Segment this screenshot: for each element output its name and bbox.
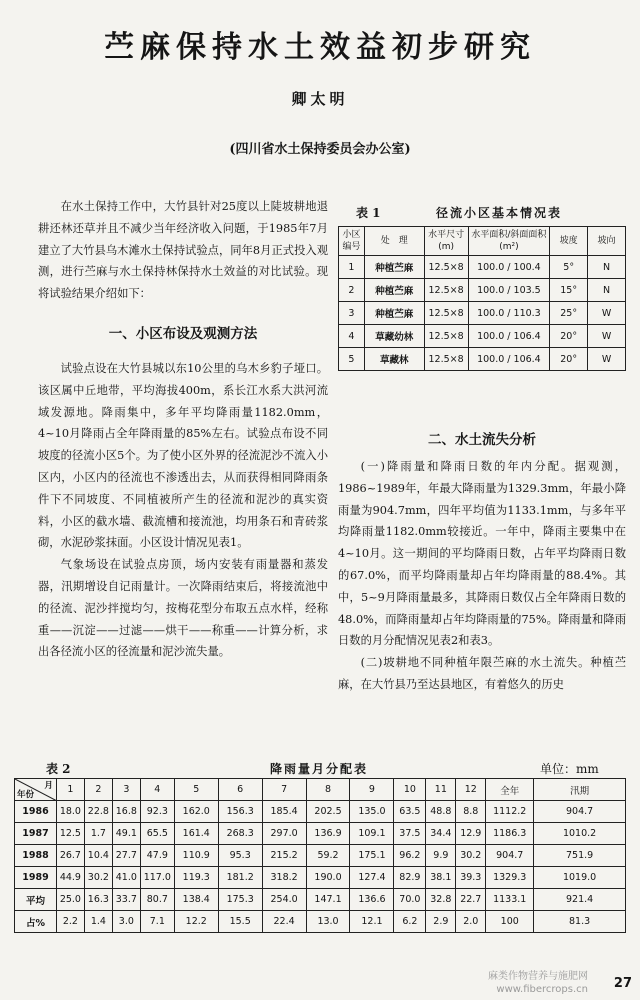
table1-row <box>339 256 626 279</box>
table2-cell: 190.0 <box>306 867 350 889</box>
section1-paragraph-1: 试验点设在大竹县城以东10公里的乌木乡豹子垭口。该区属中丘地带，平均海拔400m，系长江水系大洪河流域发源地。降雨集中，多年平均降雨量1182.0mm，4~10月降雨占全年降雨量的85%左右。试验点布设不同坡度的径流小区5个。为了使小区外界的径流泥沙不流入小区内，小区内的径流也不渗透出去，从而获得相同降雨条件下不同坡度、不同植被所产生的径流和泥沙的真实资料，小区的截水墙、截流槽和接流池，均用条石和青砖浆砌，水泥砂浆抹面。小区设计情况见表1。 <box>38 362 328 550</box>
table2-header-cell: 5 <box>174 779 218 801</box>
table2-cell: 30.2 <box>456 845 486 867</box>
table1-cell: N <box>588 256 626 279</box>
table1-cell: 12.5×8 <box>424 256 468 279</box>
table2-row <box>15 867 626 889</box>
table2-cell: 181.2 <box>218 867 262 889</box>
table2-cell: 268.3 <box>218 823 262 845</box>
table1-cell: 100.0 / 103.5 <box>468 279 550 302</box>
section2-paragraph-2: (二)坡耕地不同种植年限苎麻的水土流失。种植苎麻，在大竹县乃至达县地区，有着悠久的历史 <box>338 656 626 691</box>
table2-unit: 单位：mm <box>540 762 599 776</box>
table2-cell: 49.1 <box>112 823 140 845</box>
table1-cell: 3 <box>339 302 365 325</box>
table2-cell: 117.0 <box>140 867 174 889</box>
table2-cell: 15.5 <box>218 911 262 933</box>
table2-cell: 10.4 <box>84 845 112 867</box>
table1-cell: 100.0 / 100.4 <box>468 256 550 279</box>
table2-cell: 12.9 <box>456 823 486 845</box>
table1-cell: 20° <box>550 325 588 348</box>
section2-heading: 二、水土流失分析 <box>428 432 536 448</box>
table2-cell: 平均 <box>15 889 57 911</box>
table2-cell: 136.9 <box>306 823 350 845</box>
table2-header-cell: 8 <box>306 779 350 801</box>
table1-title: 径流小区基本情况表 <box>436 206 563 220</box>
table2-monthly-rainfall <box>14 778 626 933</box>
table2-cell: 32.8 <box>426 889 456 911</box>
table2-cell: 63.5 <box>394 801 426 823</box>
table2-cell: 109.1 <box>350 823 394 845</box>
table2-cell: 161.4 <box>174 823 218 845</box>
table1-cell: 草藏林 <box>364 348 424 371</box>
table1-header-cell: 处 理 <box>364 227 424 256</box>
table2-cell: 96.2 <box>394 845 426 867</box>
table1-cell: 12.5×8 <box>424 302 468 325</box>
table2-cell: 27.7 <box>112 845 140 867</box>
table2-header-cell: 1 <box>56 779 84 801</box>
table1-cell: 100.0 / 106.4 <box>468 325 550 348</box>
table1-cell: W <box>588 348 626 371</box>
table2-row <box>15 889 626 911</box>
table1-header-row <box>339 227 626 256</box>
author-affiliation: (四川省水土保持委员会办公室) <box>229 142 411 157</box>
table2-cell: 1329.3 <box>486 867 534 889</box>
table2-cell: 41.0 <box>112 867 140 889</box>
table2-cell: 3.0 <box>112 911 140 933</box>
table2-cell: 254.0 <box>262 889 306 911</box>
table2-cell: 1019.0 <box>534 867 626 889</box>
table1-header-cell: 水平尺寸(m) <box>424 227 468 256</box>
table1-cell: 20° <box>550 348 588 371</box>
table1-runoff-plots <box>338 226 626 371</box>
table2-cell: 1989 <box>15 867 57 889</box>
table2-cell: 202.5 <box>306 801 350 823</box>
table1-cell: 12.5×8 <box>424 325 468 348</box>
table1-row <box>339 348 626 371</box>
watermark <box>488 970 588 996</box>
table1-row <box>339 279 626 302</box>
table2-row <box>15 911 626 933</box>
table2-cell: 2.2 <box>56 911 84 933</box>
table2-cell: 215.2 <box>262 845 306 867</box>
table2-cell: 156.3 <box>218 801 262 823</box>
table2-header-cell: 10 <box>394 779 426 801</box>
table2-cell: 1010.2 <box>534 823 626 845</box>
table2-cell: 38.1 <box>426 867 456 889</box>
table2-header-cell: 6 <box>218 779 262 801</box>
table2-cell: 39.3 <box>456 867 486 889</box>
table2-cell: 26.7 <box>56 845 84 867</box>
table2-cell: 185.4 <box>262 801 306 823</box>
table2-cell: 1186.3 <box>486 823 534 845</box>
table2-row <box>15 845 626 867</box>
watermark-line1: 麻类作物营养与施肥网 <box>488 971 588 982</box>
table2-cell: 162.0 <box>174 801 218 823</box>
table1-number: 表 1 <box>356 206 381 220</box>
table2-cell: 12.5 <box>56 823 84 845</box>
table2-row <box>15 823 626 845</box>
table2-cell: 751.9 <box>534 845 626 867</box>
table2-cell: 136.6 <box>350 889 394 911</box>
table2-cell: 12.2 <box>174 911 218 933</box>
table2-cell: 1986 <box>15 801 57 823</box>
table2-cell: 13.0 <box>306 911 350 933</box>
section1-paragraph-2: 气象场设在试验点房顶，场内安装有雨量器和蒸发器，汛期增设自记雨量计。一次降雨结束后，将接流池中的径流、泥沙拌搅均匀，按梅花型分布取五点水样，经称重——沉淀——过滤——烘干——称重——计算分析，求出各径流小区的径流量和泥沙流失量。 <box>38 558 328 659</box>
watermark-line2: www.fibercrops.cn <box>496 984 588 995</box>
table2-cell: 147.1 <box>306 889 350 911</box>
table1-header-cell: 坡向 <box>588 227 626 256</box>
table2-cell: 82.9 <box>394 867 426 889</box>
table2-cell: 33.7 <box>112 889 140 911</box>
table1-cell: N <box>588 279 626 302</box>
corner-year-label: 年份 <box>17 790 35 800</box>
table1-cell: 种植苎麻 <box>364 279 424 302</box>
table2-cell: 47.9 <box>140 845 174 867</box>
table2-cell: 16.3 <box>84 889 112 911</box>
table2-cell: 2.9 <box>426 911 456 933</box>
table2-cell: 18.0 <box>56 801 84 823</box>
table2-cell: 65.5 <box>140 823 174 845</box>
table2-cell: 48.8 <box>426 801 456 823</box>
table2-cell: 30.2 <box>84 867 112 889</box>
table2-cell: 34.4 <box>426 823 456 845</box>
table1-cell: 25° <box>550 302 588 325</box>
table2-header-cell: 汛期 <box>534 779 626 801</box>
table1-cell: W <box>588 325 626 348</box>
table2-cell: 1987 <box>15 823 57 845</box>
table2-cell: 92.3 <box>140 801 174 823</box>
table2-cell: 22.4 <box>262 911 306 933</box>
table2-header-cell: 9 <box>350 779 394 801</box>
table2-cell: 12.1 <box>350 911 394 933</box>
table1-cell: 4 <box>339 325 365 348</box>
table1-row <box>339 302 626 325</box>
table2-title: 降雨量月分配表 <box>270 762 369 776</box>
table2-header-cell: 7 <box>262 779 306 801</box>
table2-cell: 921.4 <box>534 889 626 911</box>
table2-cell: 44.9 <box>56 867 84 889</box>
table2-cell: 25.0 <box>56 889 84 911</box>
table1-cell: 5° <box>550 256 588 279</box>
table1-cell: 2 <box>339 279 365 302</box>
section2-paragraph-1: (一)降雨量和降雨日数的年内分配。据观测，1986~1989年，年最大降雨量为1329.3mm，年最小降雨量为904.7mm，四年平均值为1133.1mm，与多年平均降雨量1182.0mm较接近。一年中，降雨主要集中在4~10月。这一期间的平均降雨日数，占年平均降雨日数的67.0%，而平均降雨量却占年均降雨量的88.4%。其中，5~9月降雨量最多，其降雨日数仅占全年降雨日数的48.0%，而降雨量却占年均降雨量的75%。降雨量和降雨日数的月分配情况见表2和表3。 <box>338 460 626 648</box>
table1-cell: W <box>588 302 626 325</box>
table2-cell: 59.2 <box>306 845 350 867</box>
table2-cell: 135.0 <box>350 801 394 823</box>
table2-cell: 70.0 <box>394 889 426 911</box>
table2-cell: 80.7 <box>140 889 174 911</box>
table2-cell: 318.2 <box>262 867 306 889</box>
table2-cell: 110.9 <box>174 845 218 867</box>
table1-cell: 100.0 / 106.4 <box>468 348 550 371</box>
table2-cell: 占% <box>15 911 57 933</box>
table1-header-cell: 水平面积/斜面面积(m²) <box>468 227 550 256</box>
table2-cell: 95.3 <box>218 845 262 867</box>
table1-cell: 12.5×8 <box>424 348 468 371</box>
table2-cell: 138.4 <box>174 889 218 911</box>
table2-cell: 8.8 <box>456 801 486 823</box>
table2-cell: 1133.1 <box>486 889 534 911</box>
intro-text: 在水土保持工作中，大竹县针对25度以上陡坡耕地退耕还林还草并且不减少当年经济收入问题，于1985年7月建立了大竹县乌木滩水土保持试验点，同年8月正式投入观测，进行苎麻与水土保持林保持水土效益的对比试验。现将试验结果介绍如下： <box>38 200 328 301</box>
table2-cell: 100 <box>486 911 534 933</box>
table2-cell: 1112.2 <box>486 801 534 823</box>
table1-cell: 种植苎麻 <box>364 256 424 279</box>
section2-body <box>338 456 626 696</box>
table2-cell: 9.9 <box>426 845 456 867</box>
table2-cell: 904.7 <box>534 801 626 823</box>
table2-cell: 22.7 <box>456 889 486 911</box>
table2-cell: 2.0 <box>456 911 486 933</box>
table2-cell: 1.4 <box>84 911 112 933</box>
section1-heading: 一、小区布设及观测方法 <box>108 326 258 342</box>
table2-cell: 37.5 <box>394 823 426 845</box>
table2-cell: 81.3 <box>534 911 626 933</box>
table1-row <box>339 325 626 348</box>
table2-cell: 127.4 <box>350 867 394 889</box>
table2-cell: 119.3 <box>174 867 218 889</box>
table2-cell: 22.8 <box>84 801 112 823</box>
table2-corner-cell <box>15 779 57 801</box>
table1-cell: 5 <box>339 348 365 371</box>
page-number: 27 <box>613 976 632 991</box>
table2-cell: 1988 <box>15 845 57 867</box>
table2-cell: 904.7 <box>486 845 534 867</box>
table2-cell: 6.2 <box>394 911 426 933</box>
table2-header-cell: 11 <box>426 779 456 801</box>
table2-header-cell: 4 <box>140 779 174 801</box>
table2-cell: 297.0 <box>262 823 306 845</box>
table2-cell: 175.3 <box>218 889 262 911</box>
section1-body <box>38 358 328 663</box>
table2-cell: 16.8 <box>112 801 140 823</box>
table2-header-cell: 2 <box>84 779 112 801</box>
table2-row <box>15 801 626 823</box>
table1-header-cell: 坡度 <box>550 227 588 256</box>
table2-header-row <box>15 779 626 801</box>
table2-cell: 7.1 <box>140 911 174 933</box>
corner-month-label: 月 <box>44 781 53 791</box>
intro-paragraph <box>38 196 328 305</box>
table2-header-cell: 全年 <box>486 779 534 801</box>
table1-cell: 12.5×8 <box>424 279 468 302</box>
paper-title: 苎麻保持水土效益初步研究 <box>104 30 536 65</box>
table1-header-cell: 小区编号 <box>339 227 365 256</box>
table1-cell: 种植苎麻 <box>364 302 424 325</box>
table2-cell: 175.1 <box>350 845 394 867</box>
table1-cell: 1 <box>339 256 365 279</box>
table1-cell: 100.0 / 110.3 <box>468 302 550 325</box>
table2-header-cell: 12 <box>456 779 486 801</box>
table2-cell: 1.7 <box>84 823 112 845</box>
table1-cell: 15° <box>550 279 588 302</box>
table1-cell: 草藏幼林 <box>364 325 424 348</box>
table2-number: 表 2 <box>46 762 71 776</box>
table2-header-cell: 3 <box>112 779 140 801</box>
author-name: 卿太明 <box>291 90 349 108</box>
